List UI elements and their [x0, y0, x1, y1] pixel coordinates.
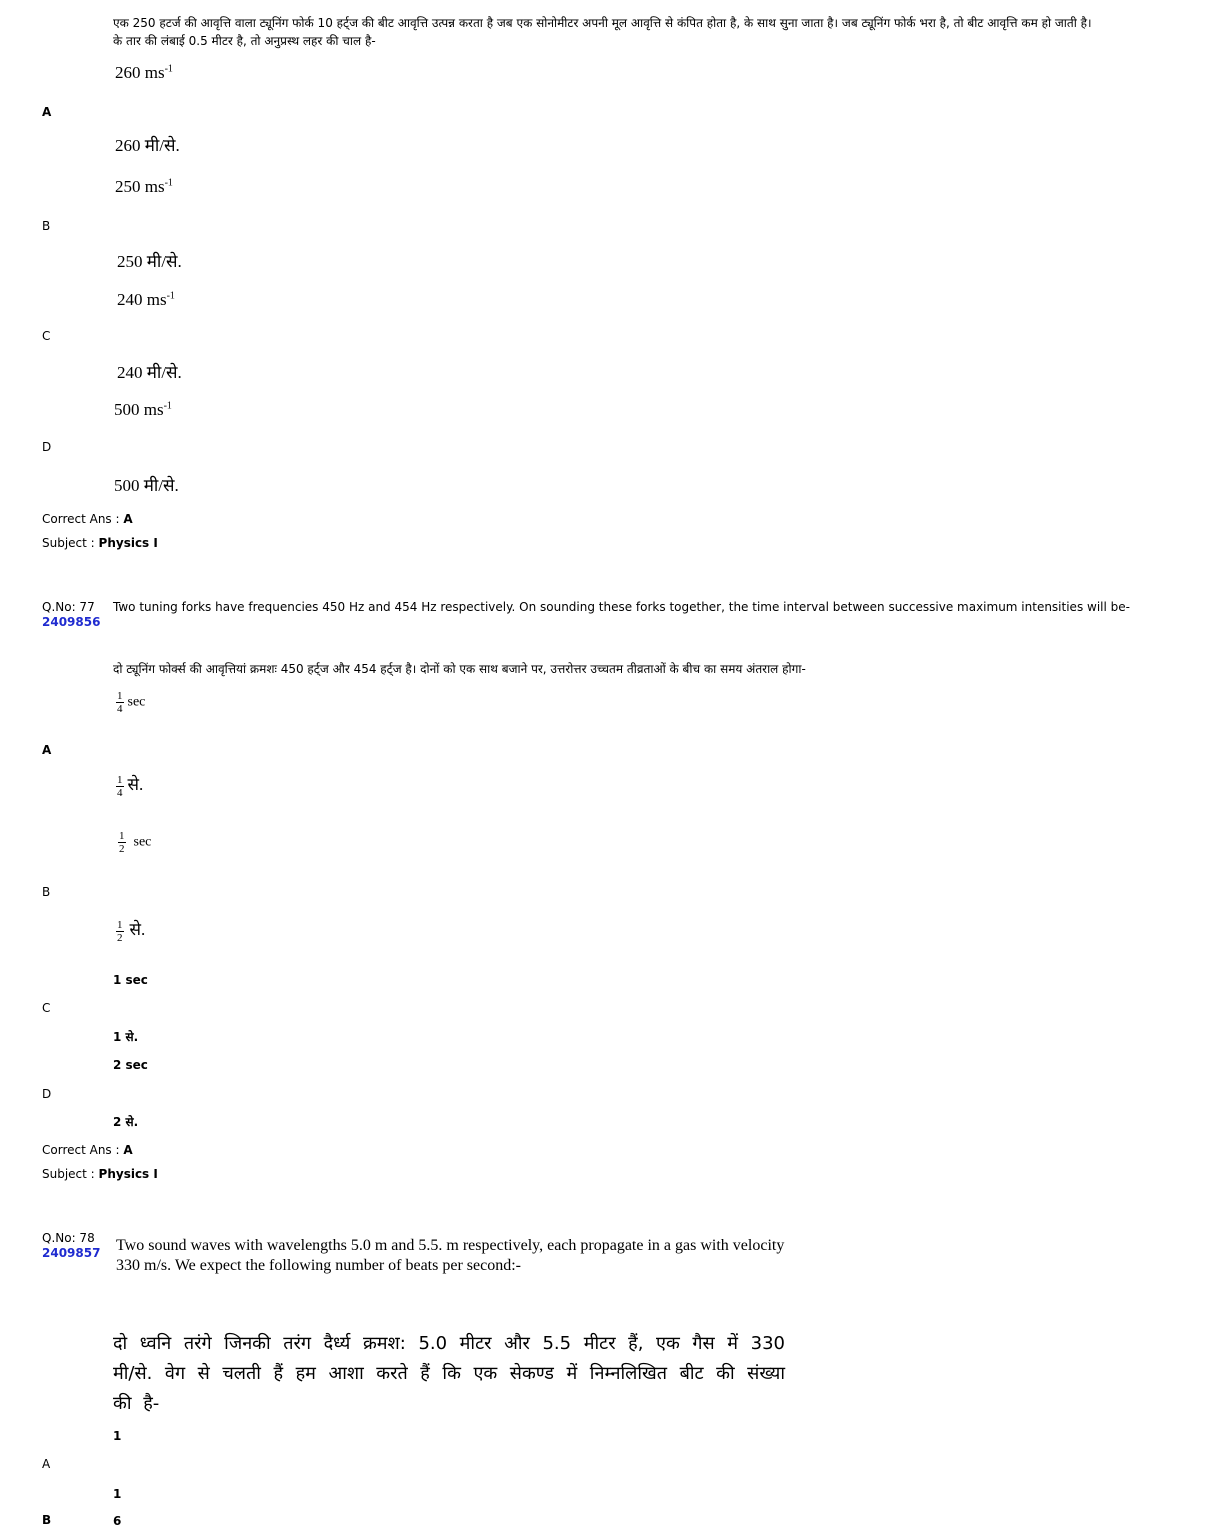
q78-option-a-letter: A: [42, 1457, 51, 1471]
q76-subject: Subject : Physics I: [42, 536, 158, 550]
q76-option-c-english: 240 $ms^{-1}$: [117, 290, 175, 309]
q77-option-c-hindi: 1 से.: [113, 1030, 139, 1044]
q76-option-d-hindi: 500 मी/से.: [114, 476, 179, 495]
q78-id: 2409857: [42, 1246, 101, 1260]
fraction: $\frac{1}{4}$: [117, 690, 123, 715]
q77-option-b-letter: B: [42, 885, 51, 899]
q77-option-a-hindi: $\frac{1}{4}$ से.: [117, 773, 144, 799]
q76-option-a-english: 260 $ms^{-1}$: [115, 63, 173, 82]
fraction: $\frac{1}{2}$: [117, 918, 123, 944]
q78-english-question: Two sound waves with wavelengths 5.0 m and 5.5. m respectively, each propagate in a gas with velocity 330 m/s. We expect the following number of beats per second:-: [116, 1237, 785, 1274]
q77-option-b-hindi: $\frac{1}{2}$ से.: [117, 918, 146, 944]
q76-option-c-letter: C: [42, 329, 51, 343]
fraction: $\frac{1}{2}$: [119, 830, 125, 855]
q76-option-b-letter: B: [42, 219, 51, 233]
q76-option-b-hindi: 250 मी/से.: [117, 252, 182, 271]
q77-option-c-letter: C: [42, 1001, 51, 1015]
q78-option-b-letter: B: [42, 1513, 52, 1527]
q77-id: 2409856: [42, 615, 101, 629]
q76-option-a-letter: A: [42, 105, 52, 119]
q76-option-c-hindi: 240 मी/से.: [117, 363, 182, 382]
q76-hindi-question-line1: एक 250 हटर्ज की आवृत्ति वाला ट्यूनिंग फोर्क 10 हर्ट्ज की बीट आवृत्ति उत्पन्न करता है जब एक सोनोमीटर अपनी मूल आवृत्ति से कंपित होता है, के साथ सुना जाता है। जब ट्यूनिंग फोर्क भरा है, तो बीट आवृत्ति कम हो जाती है।: [113, 16, 1092, 30]
q77-correct-answer: Correct Ans : A: [42, 1143, 133, 1157]
q77-option-d-english: 2 sec: [113, 1058, 148, 1072]
q78-number: Q.No: 78: [42, 1231, 95, 1245]
q77-option-b-english: $\frac{1}{2}$ sec: [119, 830, 152, 855]
q78-hindi-question: दो ध्वनि तरंगे जिनकी तरंग दैर्ध्य क्रमश: 5.0 मीटर और 5.5 मीटर हैं, एक गैस में 330 मी/से. वेग से चलती हैं हम आशा करते हैं कि एक सेकण्ड में निम्नलिखित बीट की संख्या की है-: [113, 1333, 785, 1414]
q78-option-a-hindi: 1: [113, 1487, 122, 1501]
q77-option-d-hindi: 2 से.: [113, 1115, 139, 1129]
q77-option-a-english: $\frac{1}{4}$ sec: [117, 690, 146, 715]
q78-option-b-english: 6: [113, 1514, 122, 1528]
q77-hindi-question: दो ट्यूनिंग फोर्क्स की आवृत्तियां क्रमशः 450 हर्ट्ज और 454 हर्ट्ज है। दोनों को एक साथ बजाने पर, उत्तरोत्तर उच्चतम तीव्रताओं के बीच का समय अंतराल होगा-: [113, 662, 806, 676]
q76-option-b-english: 250 $ms^{-1}$: [115, 177, 173, 196]
q77-subject: Subject : Physics I: [42, 1167, 158, 1181]
q76-option-d-english: 500 $ms^{-1}$: [114, 400, 172, 419]
q77-option-a-letter: A: [42, 743, 52, 757]
q76-correct-answer: Correct Ans : A: [42, 512, 133, 526]
q77-option-d-letter: D: [42, 1087, 52, 1101]
q76-hindi-question-line2: के तार की लंबाई 0.5 मीटर है, तो अनुप्रस्थ लहर की चाल है-: [113, 34, 376, 48]
q76-option-d-letter: D: [42, 440, 52, 454]
q77-option-c-english: 1 sec: [113, 973, 148, 987]
fraction: $\frac{1}{4}$: [117, 773, 123, 799]
q78-option-a-english: 1: [113, 1429, 122, 1443]
q76-option-a-hindi: 260 मी/से.: [115, 136, 180, 155]
q77-english-question: Two tuning forks have frequencies 450 Hz and 454 Hz respectively. On sounding these forks together, the time interval between successive maximum intensities will be-: [113, 600, 1130, 614]
q77-number: Q.No: 77: [42, 600, 95, 614]
